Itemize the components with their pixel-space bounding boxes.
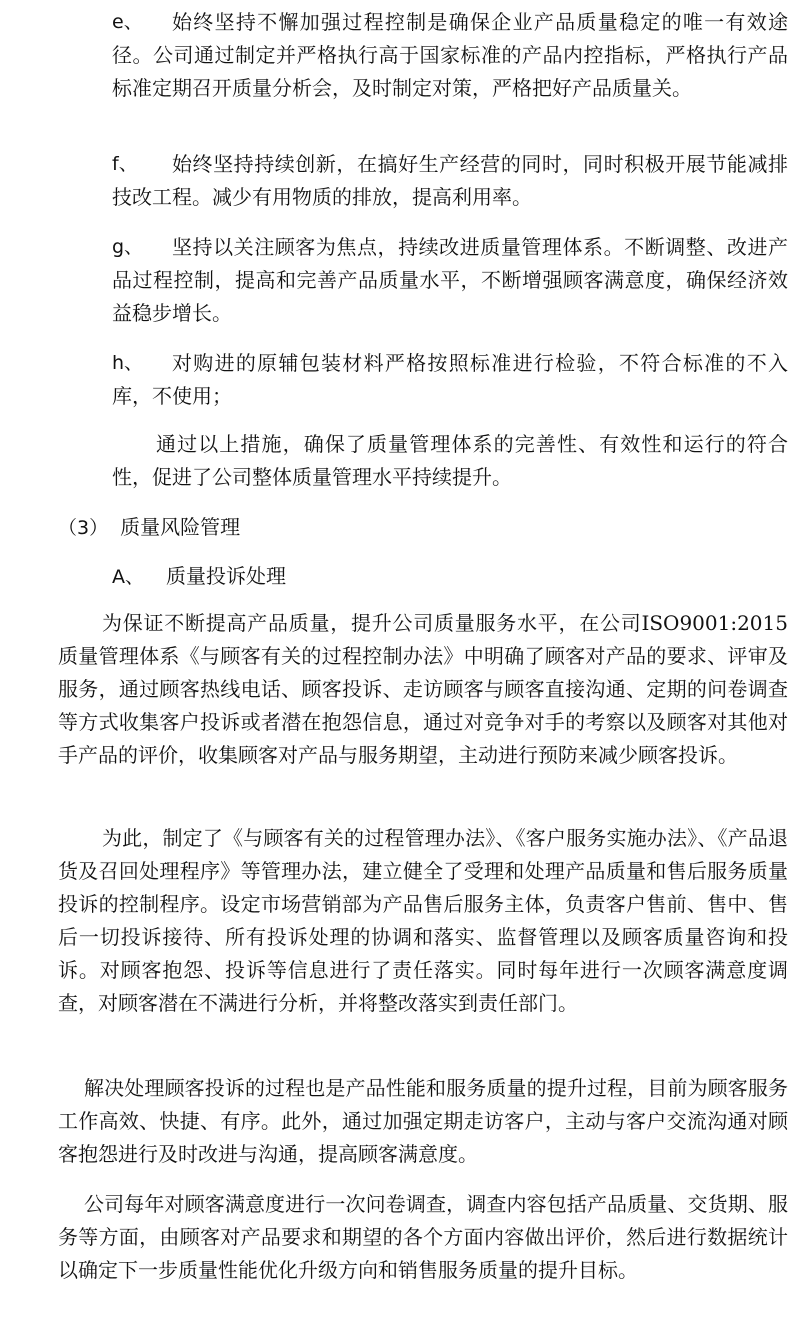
- list-item-g: [112, 231, 788, 330]
- list-item-f: [112, 148, 788, 214]
- body-paragraph-2: 为此，制定了《与顾客有关的过程管理办法》、《客户服务实施办法》、《产品退货及召回处理程序》等管理办法，建立健全了受理和处理产品质量和售后服务质量投诉的控制程序。设定市场营销部为产品售后服务主体，负责客户售前、售中、售后一切投诉接待、所有投诉处理的协调和落实、监督管理以及顾客质量咨询和投诉。对顾客抱怨、投诉等信息进行了责任落实。同时每年进行一次顾客满意度调查，对顾客潜在不满进行分析，并将整改落实到责任部门。: [58, 826, 788, 1015]
- section-title: 质量风险管理: [120, 515, 241, 539]
- section-number: （3）: [58, 517, 109, 539]
- list-marker: e、: [112, 11, 143, 33]
- list-marker: g、: [112, 236, 144, 258]
- list-item-text: 对购进的原辅包装材料严格按照标准进行检验，不符合标准的不入库，不使用；: [112, 351, 788, 408]
- body-paragraph-1: 为保证不断提高产品质量，提升公司质量服务水平，在公司ISO9001:2015质量管理体系《与顾客有关的过程控制办法》中明确了顾客对产品的要求、评审及服务，通过顾客热线电话、顾客投诉、走访顾客与顾客直接沟通、定期的问卷调查等方式收集客户投诉或者潜在抱怨信息，通过对竞争对手的考察以及顾客对其他对手产品的评价，收集顾客对产品与服务期望，主动进行预防来减少顾客投诉。: [58, 611, 788, 767]
- list-item-h: [112, 347, 788, 413]
- list-marker: f、: [112, 153, 138, 175]
- subsection-marker: A、: [112, 566, 144, 588]
- list-item-e: [112, 6, 788, 105]
- list-marker: h、: [112, 352, 144, 374]
- body-paragraph-3: 解决处理顾客投诉的过程也是产品性能和服务质量的提升过程，目前为顾客服务工作高效、快捷、有序。此外，通过加强定期走访客户，主动与客户交流沟通对顾客抱怨进行及时改进与沟通，提高顾客满意度。: [58, 1076, 788, 1166]
- summary-paragraph: 通过以上措施，确保了质量管理体系的完善性、有效性和运行的符合性，促进了公司整体质量管理水平持续提升。: [112, 432, 788, 489]
- list-item-text: 始终坚持不懈加强过程控制是确保企业产品质量稳定的唯一有效途径。公司通过制定并严格执行高于国家标准的产品内控指标，严格执行产品标准定期召开质量分析会，及时制定对策，严格把好产品质量关。: [112, 10, 788, 100]
- list-item-text: 始终坚持持续创新，在搞好生产经营的同时，同时积极开展节能减排技改工程。减少有用物质的排放，提高利用率。: [112, 152, 788, 209]
- subsection-heading: [112, 560, 286, 594]
- section-heading: [58, 511, 240, 545]
- list-item-text: 坚持以关注顾客为焦点，持续改进质量管理体系。不断调整、改进产品过程控制，提高和完善产品质量水平，不断增强顾客满意度，确保经济效益稳步增长。: [112, 235, 788, 325]
- subsection-title: 质量投诉处理: [166, 564, 286, 588]
- body-paragraph-4: 公司每年对顾客满意度进行一次问卷调查，调查内容包括产品质量、交货期、服务等方面，由顾客对产品要求和期望的各个方面内容做出评价，然后进行数据统计以确定下一步质量性能优化升级方向和销售服务质量的提升目标。: [58, 1192, 788, 1282]
